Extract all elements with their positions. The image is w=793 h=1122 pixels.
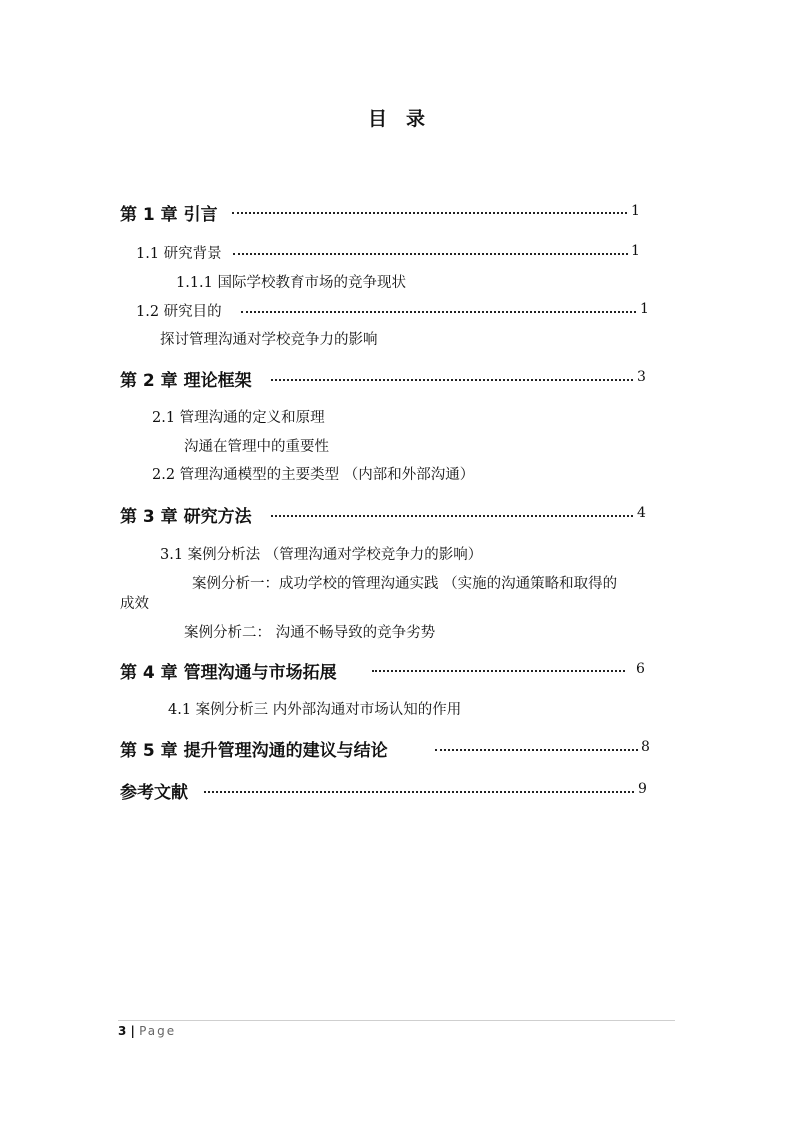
toc-subitem[interactable]: 沟通在管理中的重要性 xyxy=(184,439,329,455)
toc-page-number: 1 xyxy=(640,301,649,317)
toc-page-number: 8 xyxy=(641,739,650,755)
toc-leader xyxy=(233,253,628,255)
toc-chapter-5[interactable]: 第 5 章 提升管理沟通的建议与结论 xyxy=(120,741,388,761)
toc-chapter-2[interactable]: 第 2 章 理论框架 xyxy=(120,371,252,391)
toc-section-1-1-1[interactable]: 1.1.1 国际学校教育市场的竞争现状 xyxy=(176,275,407,291)
toc-page-number: 4 xyxy=(637,505,646,521)
toc-chapter-3[interactable]: 第 3 章 研究方法 xyxy=(120,507,252,527)
toc-leader xyxy=(241,311,636,313)
toc-page-number: 3 xyxy=(637,369,646,385)
toc-section-1-1[interactable]: 1.1 研究背景 xyxy=(136,246,222,262)
toc-leader xyxy=(372,670,625,672)
footer-separator: | xyxy=(126,1024,140,1038)
toc-section-1-2[interactable]: 1.2 研究目的 xyxy=(136,304,222,320)
toc-leader xyxy=(271,379,633,381)
toc-subitem[interactable]: 案例分析一：成功学校的管理沟通实践 （实施的沟通策略和取得的 xyxy=(192,576,618,592)
toc-leader xyxy=(271,515,633,517)
toc-chapter-4[interactable]: 第 4 章 管理沟通与市场拓展 xyxy=(120,663,337,683)
toc-title: 目 录 xyxy=(367,108,425,130)
toc-leader xyxy=(435,749,638,751)
toc-page-number: 6 xyxy=(636,661,645,677)
toc-section-2-2[interactable]: 2.2 管理沟通模型的主要类型 （内部和外部沟通） xyxy=(152,467,475,483)
toc-page-number: 1 xyxy=(631,203,640,219)
toc-section-4-1[interactable]: 4.1 案例分析三 内外部沟通对市场认知的作用 xyxy=(168,702,462,718)
toc-subitem[interactable]: 探讨管理沟通对学校竞争力的影响 xyxy=(160,332,378,348)
toc-subitem-wrap: 成效 xyxy=(120,596,149,612)
toc-leader xyxy=(204,791,634,793)
toc-references[interactable]: 参考文献 xyxy=(120,783,188,803)
footer-rule xyxy=(118,1020,675,1021)
footer-page-number: 3 xyxy=(118,1024,127,1038)
toc-leader xyxy=(232,212,627,214)
footer-page-word: Page xyxy=(139,1024,177,1038)
toc-page-number: 9 xyxy=(638,781,647,797)
toc-chapter-1[interactable]: 第 1 章 引言 xyxy=(120,205,218,225)
toc-section-3-1[interactable]: 3.1 案例分析法 （管理沟通对学校竞争力的影响） xyxy=(160,547,483,563)
toc-subitem[interactable]: 案例分析二： 沟通不畅导致的竞争劣势 xyxy=(184,625,436,641)
toc-section-2-1[interactable]: 2.1 管理沟通的定义和原理 xyxy=(152,410,325,426)
toc-page-number: 1 xyxy=(631,243,640,259)
page-footer xyxy=(118,1024,176,1038)
